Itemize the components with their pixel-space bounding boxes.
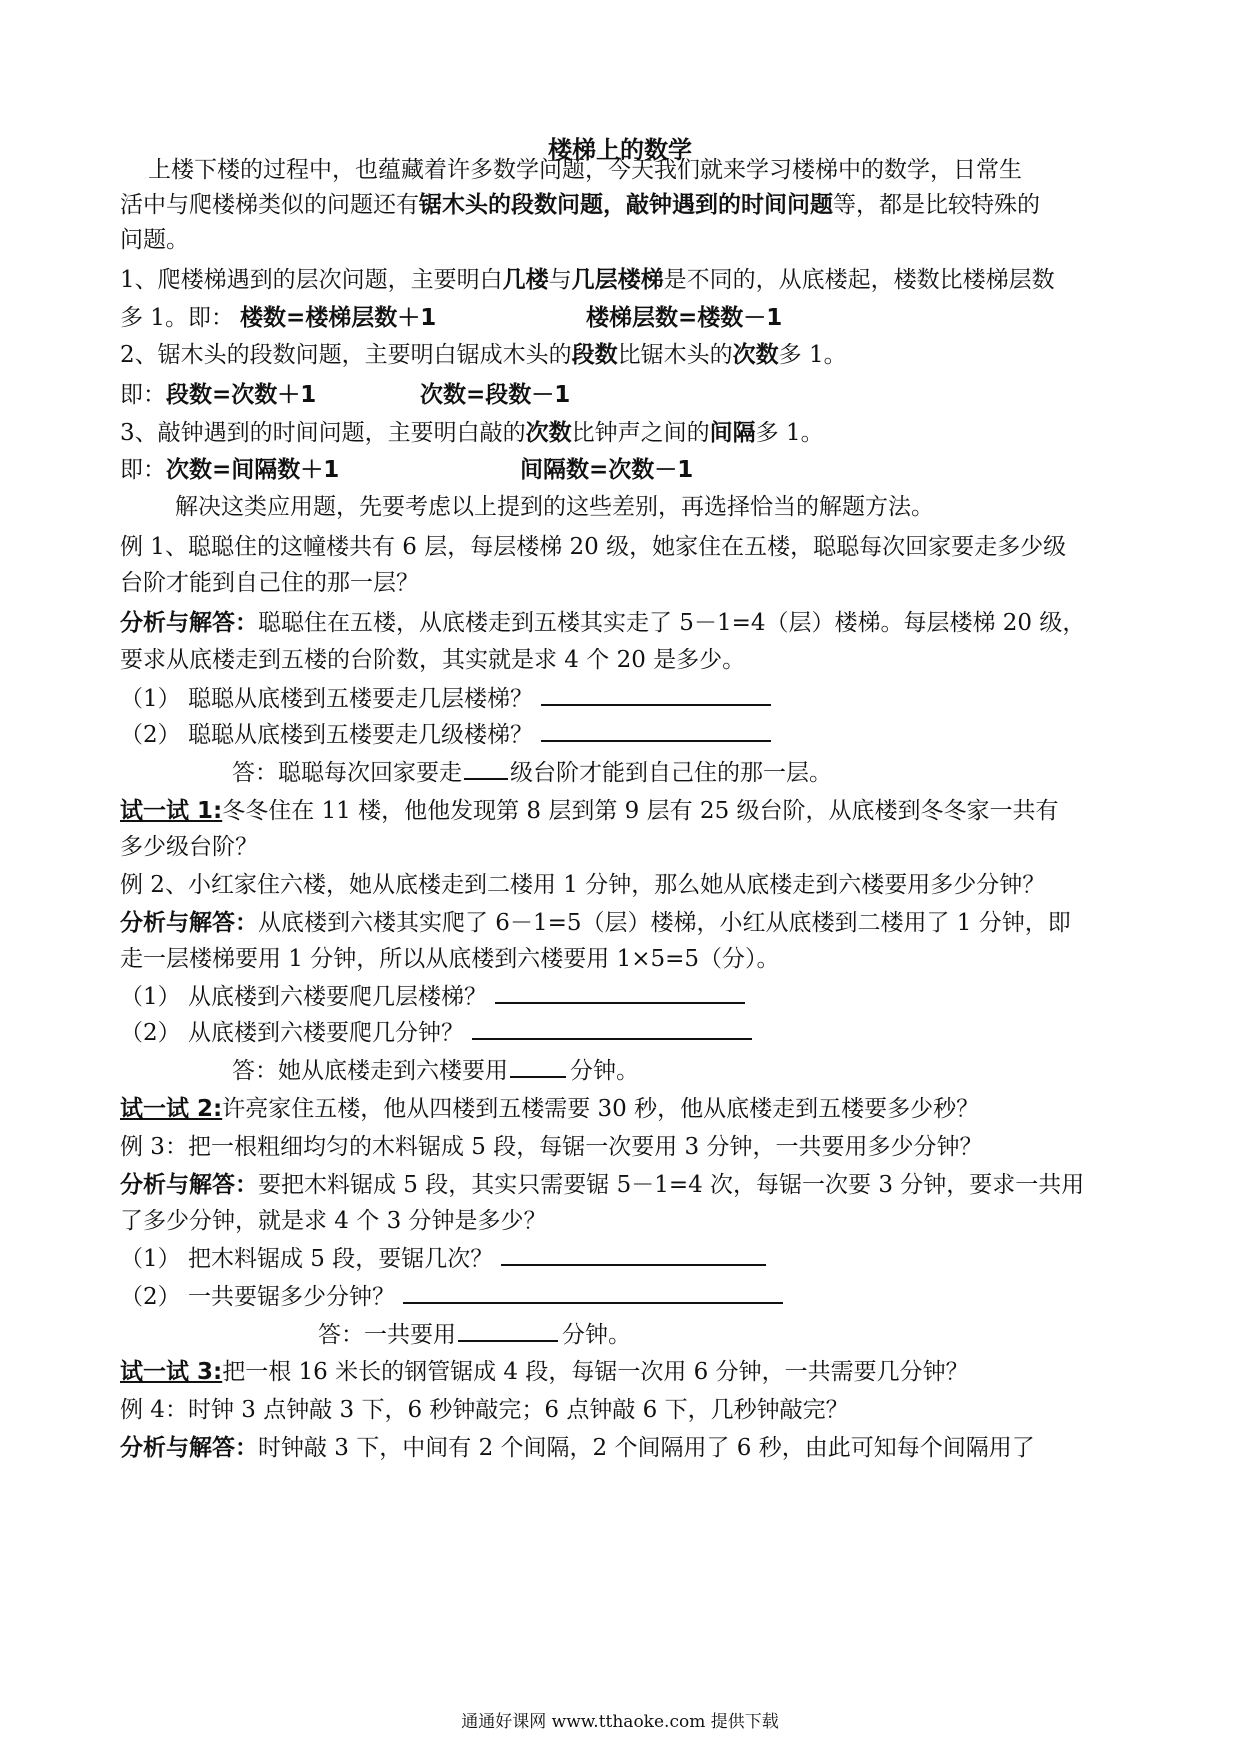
page-title: 楼梯上的数学: [548, 136, 692, 164]
example1-analysis-1: [120, 608, 1140, 638]
answer-text: 分钟。: [562, 1322, 631, 1348]
rule-bold-term: 间隔: [709, 420, 756, 446]
example1-answer: [232, 758, 1240, 788]
rule3-formula-2: 间隔数=次数－1: [520, 457, 694, 483]
try-text: 把一根 16 米长的钢管锯成 4 段，每锯一次用 6 分钟，一共需要几分钟？: [222, 1359, 969, 1385]
answer-blank[interactable]: [472, 1018, 752, 1040]
answer-text: 分钟。: [570, 1058, 639, 1084]
rule1-formula-1: 楼数=楼梯层数＋1: [239, 305, 437, 331]
example3-analysis-1: [120, 1170, 1140, 1200]
example1-question-2: 台阶才能到自己住的那一层？: [120, 570, 419, 596]
sub-question: （1） 从底楼到六楼要爬几层楼梯？: [120, 984, 487, 1010]
rule2-formula-1: 段数=次数＋1: [166, 382, 317, 408]
example3-sub-2: [120, 1282, 1140, 1312]
intro-bold-topics: 锯木头的段数问题，敲钟遇到的时间问题: [419, 192, 833, 218]
answer-text: 答：她从底楼走到六楼要用: [232, 1058, 508, 1084]
example2-analysis-1: [120, 908, 1140, 938]
try-label: 试一试 3:: [120, 1359, 223, 1385]
try-text: 冬冬住在 11 楼，他他发现第 8 层到第 9 层有 25 级台阶，从底楼到冬冬家一共有: [222, 798, 1059, 824]
rule1-line-2: [120, 303, 1140, 333]
try3-line: [120, 1357, 1140, 1387]
answer-text: 答：聪聪每次回家要走: [232, 760, 462, 786]
rule-text: 即：: [120, 457, 166, 483]
example3-sub-1: [120, 1244, 1140, 1274]
intro-text: 活中与爬楼梯类似的问题还有: [120, 192, 419, 218]
rule-bold-term: 几楼: [502, 267, 549, 293]
example1-sub-2: [120, 720, 1140, 750]
example2-analysis-2: 走一层楼梯要用 1 分钟，所以从底楼到六楼要用 1×5=5（分）。: [120, 946, 780, 972]
example1-sub-1: [120, 684, 1140, 714]
try-label: 试一试 2:: [120, 1096, 223, 1122]
answer-blank[interactable]: [403, 1282, 783, 1304]
try-label: 试一试 1:: [120, 798, 223, 824]
rule-text: 多 1。即：: [120, 305, 234, 331]
try-text: 许亮家住五楼，他从四楼到五楼需要 30 秒，他从底楼走到五楼要多少秒？: [222, 1096, 980, 1122]
example1-question-1: 例 1、聪聪住的这幢楼共有 6 层，每层楼梯 20 级，她家住在五楼，聪聪每次回家要走多少级: [120, 534, 1067, 560]
rule2-line-2: [120, 380, 1140, 410]
rule-text: 与: [548, 267, 572, 293]
rule3-line-1: [120, 418, 1140, 448]
intro-line-2: [120, 190, 1140, 220]
rule1-line-1: [120, 265, 1140, 295]
example4-question: 例 4：时钟 3 点钟敲 3 下，6 秒钟敲完；6 点钟敲 6 下，几秒钟敲完？: [120, 1397, 849, 1423]
rule-text: 1、爬楼梯遇到的层次问题，主要明白: [120, 267, 503, 293]
analysis-text: 要把木料锯成 5 段，其实只需要锯 5－1=4 次，每锯一次要 3 分钟，要求一共用: [258, 1172, 1085, 1198]
analysis-text: 时钟敲 3 下，中间有 2 个间隔，2 个间隔用了 6 秒，由此可知每个间隔用了: [258, 1435, 1035, 1461]
rule-bold-term: 几层楼梯: [571, 267, 664, 293]
answer-blank[interactable]: [501, 1244, 766, 1266]
advice-text: 解决这类应用题，先要考虑以上提到的这些差别，再选择恰当的解题方法。: [175, 494, 934, 520]
answer-blank[interactable]: [458, 1320, 558, 1342]
example3-answer: [318, 1320, 1240, 1350]
example2-question: 例 2、小红家住六楼，她从底楼走到二楼用 1 分钟，那么她从底楼走到六楼要用多少分钟？: [120, 872, 1046, 898]
rule-text: 多 1。: [778, 342, 847, 368]
sub-question: （2） 从底楼到六楼要爬几分钟？: [120, 1020, 464, 1046]
example3-question: 例 3：把一根粗细均匀的木料锯成 5 段，每锯一次要用 3 分钟，一共要用多少分钟？: [120, 1134, 983, 1160]
answer-blank[interactable]: [464, 758, 508, 780]
analysis-label: 分析与解答：: [120, 1172, 258, 1198]
rule-bold-term: 次数: [732, 342, 779, 368]
example2-answer: [232, 1056, 1240, 1086]
rule2-formula-2: 次数=段数－1: [420, 382, 571, 408]
answer-blank[interactable]: [541, 720, 771, 742]
rule-text: 比锯木头的: [617, 342, 733, 368]
rule-text: 2、锯木头的段数问题，主要明白锯成木头的: [120, 342, 572, 368]
analysis-label: 分析与解答：: [120, 1435, 258, 1461]
answer-text: 级台阶才能到自己住的那一层。: [510, 760, 832, 786]
sub-question: （1） 把木料锯成 5 段，要锯几次？: [120, 1246, 494, 1272]
rule-text: 即：: [120, 382, 166, 408]
intro-line-1: 上楼下楼的过程中，也蕴藏着许多数学问题，今天我们就来学习楼梯中的数学，日常生: [148, 157, 1022, 183]
example2-sub-2: [120, 1018, 1140, 1048]
example2-sub-1: [120, 982, 1140, 1012]
sub-question: （2） 聪聪从底楼到五楼要走几级楼梯？: [120, 722, 533, 748]
rule-text: 是不同的，从底楼起，楼数比楼梯层数: [663, 267, 1055, 293]
analysis-label: 分析与解答：: [120, 910, 258, 936]
try1-line-2: 多少级台阶？: [120, 834, 258, 860]
answer-blank[interactable]: [510, 1056, 566, 1078]
analysis-text: 聪聪住在五楼，从底楼走到五楼其实走了 5－1=4（层）楼梯。每层楼梯 20 级，: [258, 610, 1086, 636]
example1-analysis-2: 要求从底楼走到五楼的台阶数，其实就是求 4 个 20 是多少。: [120, 647, 746, 673]
analysis-text: 从底楼到六楼其实爬了 6－1=5（层）楼梯，小红从底楼到二楼用了 1 分钟，即: [258, 910, 1071, 936]
rule-bold-term: 段数: [571, 342, 618, 368]
try1-line-1: [120, 796, 1140, 826]
answer-text: 答：一共要用: [318, 1322, 456, 1348]
analysis-label: 分析与解答：: [120, 610, 258, 636]
answer-blank[interactable]: [495, 982, 745, 1004]
rule2-line-1: [120, 340, 1140, 370]
sub-question: （1） 聪聪从底楼到五楼要走几层楼梯？: [120, 686, 533, 712]
example4-analysis-1: [120, 1433, 1140, 1463]
rule1-formula-2: 楼梯层数=楼数－1: [586, 305, 783, 331]
answer-blank[interactable]: [541, 684, 771, 706]
rule-text: 3、敲钟遇到的时间问题，主要明白敲的: [120, 420, 526, 446]
page-footer: 通通好课网 www.tthaoke.com 提供下载: [461, 1712, 779, 1732]
rule3-formula-1: 次数=间隔数＋1: [166, 457, 340, 483]
try2-line: [120, 1094, 1140, 1124]
rule3-line-2: [120, 455, 1140, 485]
intro-text: 等，都是比较特殊的: [833, 192, 1040, 218]
rule-text: 多 1。: [755, 420, 824, 446]
sub-question: （2） 一共要锯多少分钟？: [120, 1284, 395, 1310]
rule-bold-term: 次数: [525, 420, 572, 446]
intro-line-3: 问题。: [120, 227, 189, 253]
example3-analysis-2: 了多少分钟，就是求 4 个 3 分钟是多少？: [120, 1208, 547, 1234]
rule-text: 比钟声之间的: [571, 420, 710, 446]
